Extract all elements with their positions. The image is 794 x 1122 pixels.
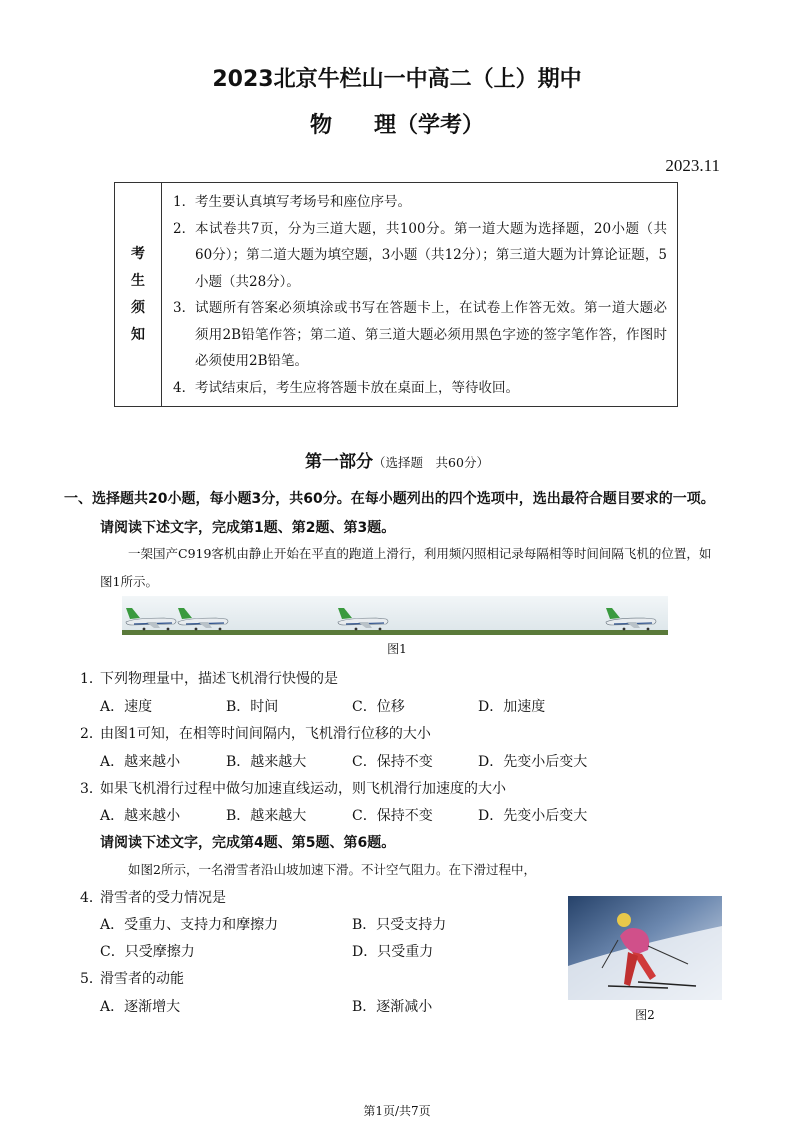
notice-item: [173, 375, 667, 402]
exam-title: 2023北京牛栏山一中高二（上）期中: [212, 67, 582, 92]
q1-option-b: B．时间: [226, 699, 279, 715]
question-stem: 滑雪者的受力情况是: [100, 890, 226, 906]
question-stem: 下列物理量中，描述飞机滑行快慢的是: [100, 671, 338, 687]
exam-subject: [0, 108, 794, 139]
notice-label-char: 须: [131, 299, 145, 316]
question-stem: 滑雪者的动能: [100, 971, 184, 987]
page-footer: 第1页/共7页: [363, 1104, 431, 1118]
notice-item-text: 考试结束后，考生应将答题卡放在桌面上，等待收回。: [195, 379, 519, 396]
q4-option-c: C．只受摩擦力: [100, 944, 195, 960]
notice-item: [173, 189, 667, 216]
notice-item-text: 本试卷共7页，分为三道大题，共100分。第一道大题为选择题，20小题（共60分）；第二道大题为填空题，3小题（共12分）；第三道大题为计算论证题，5小题（共28分）。: [195, 220, 667, 290]
section-title: [0, 447, 794, 472]
part-heading: 一、选择题共20小题，每小题3分，共60分。在每小题列出的四个选项中，选出最符合题目要求的一项。: [64, 491, 715, 507]
q3-option-a: A．越来越小: [100, 808, 181, 824]
question-number: 4．: [80, 890, 103, 906]
figure-1-caption: 图1: [387, 642, 407, 656]
notice-item: [173, 295, 667, 375]
candidate-notice-box: [114, 182, 678, 407]
q1-option-c: C．位移: [352, 699, 405, 715]
notice-label-char: 知: [131, 326, 145, 343]
question-5: [80, 968, 184, 988]
q3-option-b: B．越来越大: [226, 808, 307, 824]
notice-label: [115, 183, 162, 406]
figure-2-caption: 图2: [635, 1008, 655, 1022]
question-number: 3．: [80, 781, 103, 797]
question-stem: 由图1可知，在相等时间间隔内，飞机滑行位移的大小: [100, 726, 431, 742]
question-1: [80, 668, 338, 688]
question-number: 1．: [80, 671, 103, 687]
q5-option-a: A．逐渐增大: [100, 999, 181, 1015]
notice-item-number: 4．: [173, 379, 196, 396]
notice-item-text: 试题所有答案必须填涂或书写在答题卡上，在试卷上作答无效。第一道大题必须用2B铅笔作答；第二道、第三道大题必须用黑色字迹的签字笔作答，作图时必须使用2B铅笔。: [195, 300, 667, 369]
notice-item-number: 1．: [173, 194, 196, 210]
q2-option-c: C．保持不变: [352, 754, 433, 770]
reading-instruction-1: 请阅读下述文字，完成第1题、第2题、第3题。: [100, 520, 396, 536]
question-2: [80, 723, 431, 743]
question-4: [80, 887, 226, 907]
notice-label-char: 生: [131, 272, 145, 289]
passage-1: 一架国产C919客机由静止开始在平直的跑道上滑行，利用频闪照相记录每隔相等时间间隔飞机的位置，如图1所示。: [100, 546, 712, 589]
q3-option-c: C．保持不变: [352, 808, 433, 824]
q2-option-a: A．越来越小: [100, 754, 181, 770]
figure-1-background: [122, 596, 668, 632]
question-3: [80, 778, 506, 798]
q3-option-d: D．先变小后变大: [478, 808, 588, 824]
notice-item-number: 2．: [173, 220, 196, 237]
q5-option-b: B．逐渐减小: [352, 999, 433, 1015]
figure-2-skier-photo: [568, 896, 722, 1000]
q4-option-d: D．只受重力: [352, 944, 434, 960]
notice-item-text: 考生要认真填写考场号和座位序号。: [195, 194, 411, 210]
notice-list: [173, 189, 667, 401]
q1-option-a: A．速度: [100, 699, 153, 715]
q2-option-d: D．先变小后变大: [478, 754, 588, 770]
subject-part-a: 物: [309, 113, 332, 138]
figure-1-airplane-strobe: [122, 596, 668, 636]
question-stem: 如果飞机滑行过程中做匀加速直线运动，则飞机滑行加速度的大小: [100, 781, 506, 797]
subject-part-b: 理（学考）: [374, 113, 485, 138]
q1-option-d: D．加速度: [478, 699, 546, 715]
question-number: 5．: [80, 971, 103, 987]
q2-option-b: B．越来越大: [226, 754, 307, 770]
exam-date: 2023.11: [665, 156, 720, 175]
notice-item: [173, 216, 667, 296]
reading-instruction-2: 请阅读下述文字，完成第4题、第5题、第6题。: [100, 835, 396, 851]
q4-option-a: A．受重力、支持力和摩擦力: [100, 917, 279, 933]
q4-option-b: B．只受支持力: [352, 917, 447, 933]
runway-ground: [122, 630, 668, 635]
section-main-title: 第一部分: [305, 452, 374, 472]
passage-2: 如图2所示，一名滑雪者沿山坡加速下滑。不计空气阻力。在下滑过程中，: [128, 862, 536, 877]
notice-item-number: 3．: [173, 300, 196, 316]
skier-helmet: [617, 913, 631, 927]
notice-label-char: 考: [131, 245, 145, 262]
section-subtitle: （选择题 共60分）: [373, 455, 489, 470]
question-number: 2．: [80, 726, 103, 742]
